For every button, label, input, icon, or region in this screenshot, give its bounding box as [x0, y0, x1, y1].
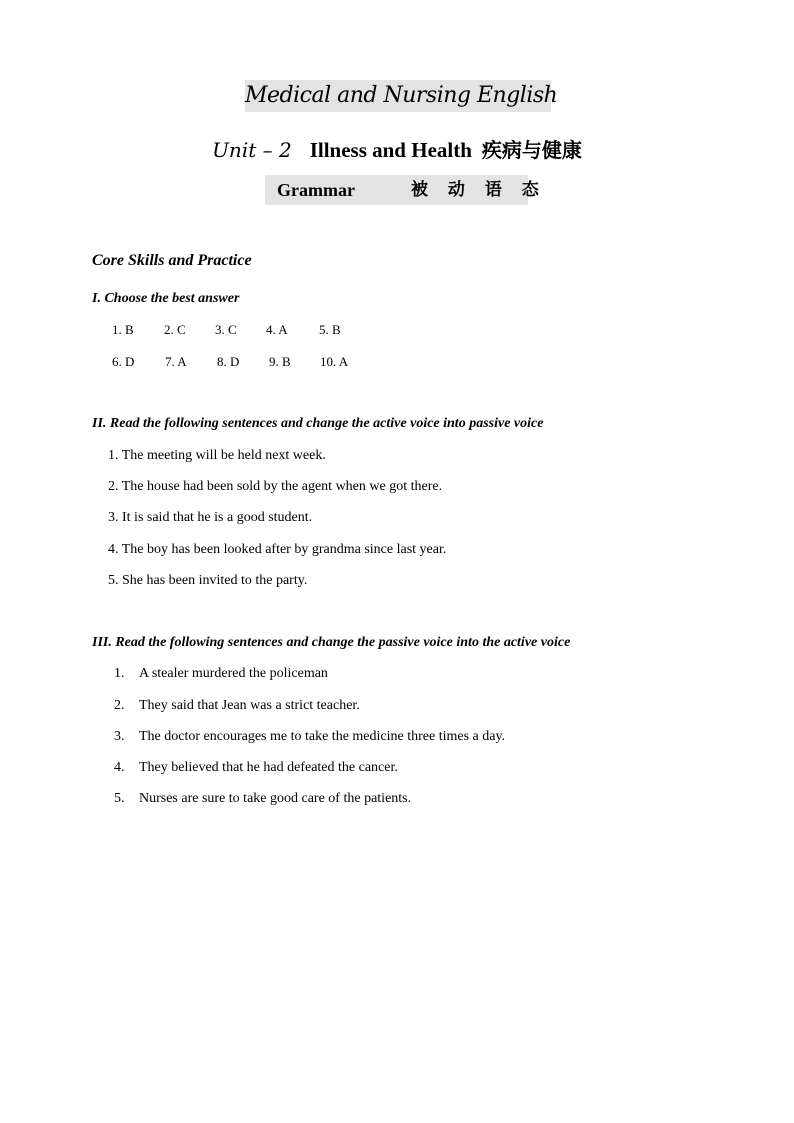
section-3-item-text: A stealer murdered the policeman	[139, 666, 328, 681]
section-2-item: 1. The meeting will be held next week.	[108, 448, 326, 463]
section-2-item: 5. She has been invited to the party.	[108, 573, 308, 588]
unit-title: Illness and Health	[309, 138, 472, 162]
section-3-item-text: The doctor encourages me to take the medicine three times a day.	[139, 729, 506, 744]
section-2-item: 4. The boy has been looked after by grandma since last year.	[108, 542, 447, 557]
core-skills-heading: Core Skills and Practice	[92, 252, 252, 269]
section-3-item-number: 4.	[114, 760, 125, 775]
grammar-banner	[265, 175, 546, 205]
section-2-item: 2. The house had been sold by the agent when we got there.	[108, 479, 443, 494]
section-3-item-number: 5.	[114, 791, 125, 806]
answer-1: 1. B	[112, 322, 134, 337]
section-1-heading: I. Choose the best answer	[92, 291, 240, 306]
answer-2: 2. C	[164, 322, 186, 337]
section-3-item-number: 1.	[114, 666, 125, 681]
unit-heading	[0, 134, 794, 163]
answer-7: 7. A	[165, 354, 187, 369]
section-3-item-text: Nurses are sure to take good care of the patients.	[139, 791, 412, 806]
book-title: Medical and Nursing English	[245, 80, 551, 112]
section-3-item-number: 2.	[114, 698, 125, 713]
answer-9: 9. B	[269, 354, 291, 369]
section-2-heading: II. Read the following sentences and change the active voice into passive voice	[92, 416, 544, 431]
answer-8: 8. D	[217, 354, 240, 369]
section-3-item-text: They said that Jean was a strict teacher.	[139, 698, 360, 713]
unit-number: Unit – 2	[212, 138, 292, 162]
unit-title-chinese: 疾病与健康	[481, 138, 582, 162]
answer-3: 3. C	[215, 322, 237, 337]
grammar-label: Grammar	[277, 180, 355, 200]
answer-4: 4. A	[266, 322, 288, 337]
section-3-heading: III. Read the following sentences and change the passive voice into the active voice	[92, 635, 571, 650]
grammar-topic-chinese: 被 动 语 态	[411, 180, 546, 200]
section-3-item-text: They believed that he had defeated the cancer.	[139, 760, 398, 775]
section-2-item: 3. It is said that he is a good student.	[108, 510, 313, 525]
answer-5: 5. B	[319, 322, 341, 337]
answer-6: 6. D	[112, 354, 135, 369]
section-3-item-number: 3.	[114, 729, 125, 744]
answer-10: 10. A	[320, 354, 349, 369]
